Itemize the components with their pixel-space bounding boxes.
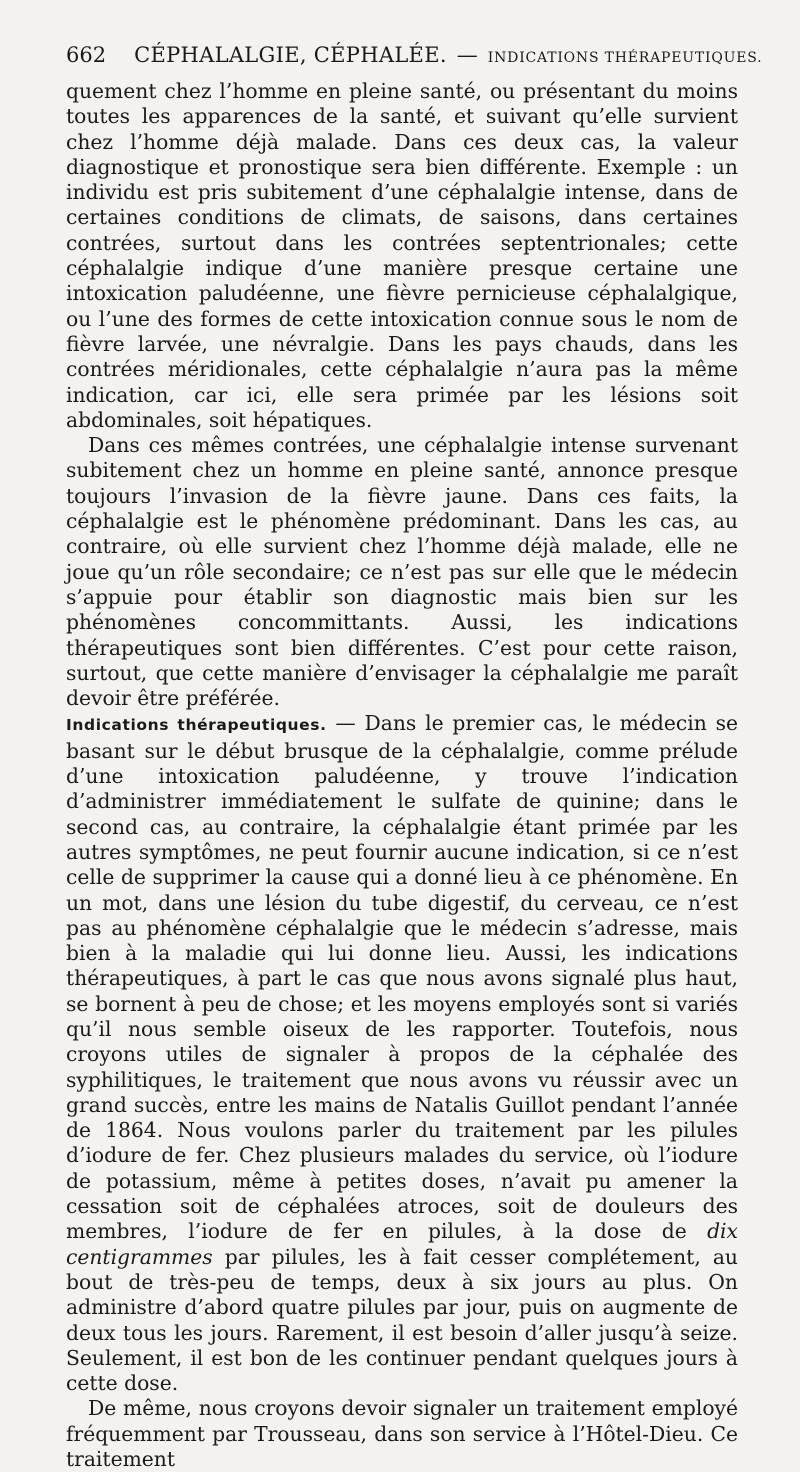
- paragraph-3-italic: dix centigrammes: [66, 1219, 738, 1269]
- page-number: 662: [66, 43, 107, 67]
- paragraph-1: quement chez l’homme en pleine santé, ou présentant du moins toutes les apparences de la santé, et suivant qu’elle survient chez l’homme déjà malade. Dans ces deux cas, la valeur diagnostique et pronostique sera bien différente. Exemple : un individu est pris subitement d’une céphalalgie intense, dans de certaines conditions de climats, de saisons, dans certaines contrées, surtout dans les contrées septentrionales; cette céphalalgie indique d’une manière presque certaine une intoxication paludéenne, une fièvre pernicieuse céphalalgique, ou l’une des formes de cette intoxication connue sous le nom de fièvre larvée, une névralgie. Dans les pays chauds, dans les contrées méridionales, cette céphalalgie n’aura pas la même indication, car ici, elle sera primée par les lésions soit abdominales, soit hépatiques.: [66, 79, 738, 432]
- body-text: [66, 79, 738, 1472]
- section-heading: Indications thérapeutiques.: [66, 716, 327, 735]
- running-title: CÉPHALALGIE, CÉPHALÉE.: [134, 43, 447, 67]
- running-head: [66, 40, 763, 73]
- paragraph-3-text: Dans le premier cas, le médecin se basant sur le début brusque de la céphalalgie, comme prélude d’une intoxication paludéenne, y trouve l’indication d’administrer immédiatement le sulfate de quinine; dans le second cas, au contraire, la céphalalgie étant primée par les autres symptômes, ne peut fournir aucune indication, si ce n’est celle de supprimer la cause qui a donné lieu à ce phénomène. En un mot, dans une lésion du tube digestif, du cerveau, ce n’est pas au phénomène céphalalgie que le médecin s’adresse, mais bien à la maladie qui lui donne lieu. Aussi, les indications thérapeutiques, à part le cas que nous avons signalé plus haut, se bornent à peu de chose; et les moyens employés sont si variés qu’il nous semble oiseux de les rapporter. Toutefois, nous croyons utiles de signaler à propos de la céphalée des syphilitiques, le traitement que nous avons vu réussir avec un grand succès, entre les mains de Natalis Guillot pendant l’année de 1864. Nous voulons parler du traitement par les pilules d’iodure de fer. Chez plusieurs malades du service, où l’iodure de potassium, même à petites doses, n’avait pu amener la cessation soit de céphalées atroces, soit de douleurs des membres, l’iodure de fer en pilules, à la dose de: [66, 711, 738, 1244]
- running-head-separator: —: [456, 43, 478, 67]
- paragraph-4: De même, nous croyons devoir signaler un traitement employé fréquemment par Trousseau, dans son service à l’Hôtel-Dieu. Ce traitement: [66, 1396, 738, 1472]
- running-subtitle: INDICATIONS THÉRAPEUTIQUES.: [487, 50, 763, 66]
- section-heading-dash: —: [326, 711, 365, 736]
- paragraph-3-end: par pilules, les à fait cesser complétement, au bout de très-peu de temps, deux à six jours au plus. On administre d’abord quatre pilules par jour, puis on augmente de deux tous les jours. Rarement, il est besoin d’aller jusqu’à seize. Seulement, il est bon de les continuer pendant quelques jours à cette dose.: [66, 1244, 738, 1396]
- paragraph-2: Dans ces mêmes contrées, une céphalalgie intense survenant subitement chez un homme en pleine santé, annonce presque toujours l’invasion de la fièvre jaune. Dans ces faits, la céphalalgie est le phénomène prédominant. Dans les cas, au contraire, où elle survient chez l’homme déjà malade, elle ne joue qu’un rôle secondaire; ce n’est pas sur elle que le médecin s’appuie pour établir son diagnostic mais bien sur les phénomènes concommittants. Aussi, les indications thérapeutiques sont bien différentes. C’est pour cette raison, surtout, que cette manière d’envisager la céphalalgie me paraît devoir être préférée.: [66, 433, 738, 711]
- paragraph-3: [66, 711, 738, 1396]
